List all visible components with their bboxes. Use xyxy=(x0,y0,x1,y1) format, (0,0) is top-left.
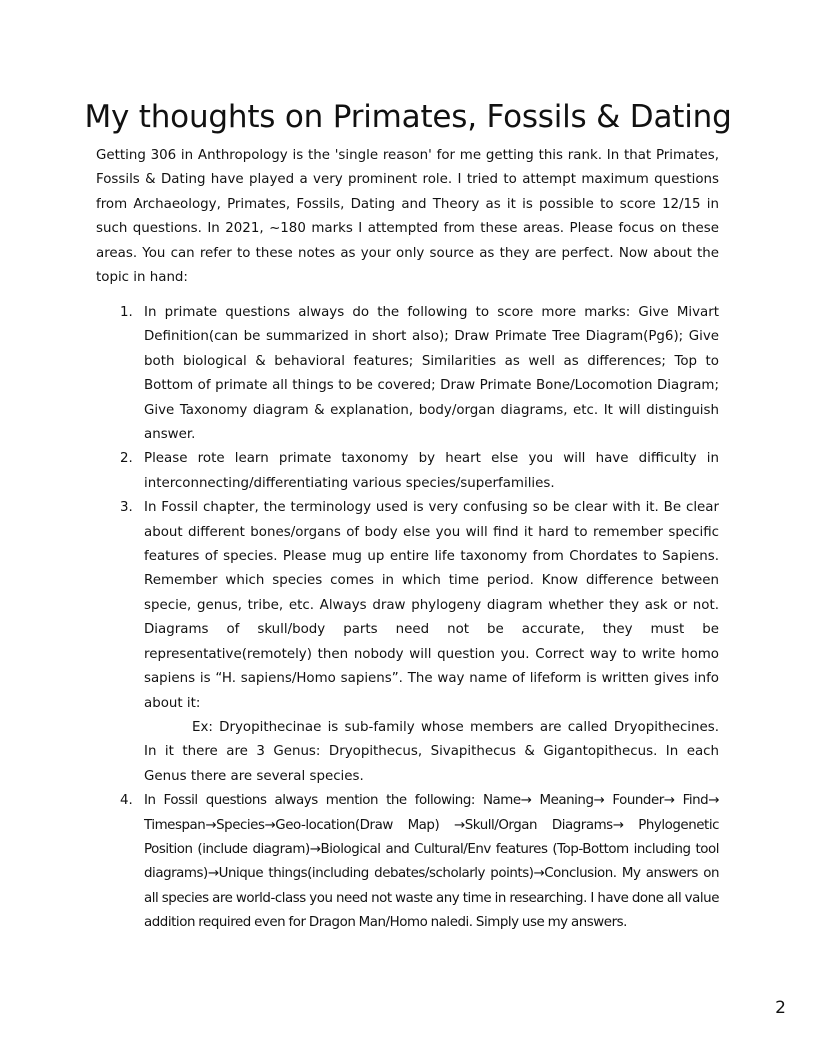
list-item-number: 1. xyxy=(120,305,133,320)
list-item-text: In Fossil questions always mention the following: Name→ Meaning→ Founder→ Find→ Timespan→Species→Geo-location(Draw Map) →Skull/Organ Diagrams→ Phylogenetic Position (include diagram)→Biological and Cultural/Env features (Top-Bottom including tool diagrams)→Unique things(including debates/scholarly points)→Conclusion. My answers on all species are world-class you need not waste any time in researching. I have done all value addition required even for Dragon Man/Homo naledi. Simply use my answers. xyxy=(144,793,719,931)
list-item-text: Please rote learn primate taxonomy by heart else you will have difficulty in interconnecting/differentiating various species/superfamilies. xyxy=(144,451,719,491)
list-item-number: 3. xyxy=(120,500,133,516)
list-item xyxy=(96,301,719,447)
list-item-number: 2. xyxy=(120,451,133,467)
page-title: My thoughts on Primates, Fossils & Dating xyxy=(84,99,732,135)
list-item-text: In primate questions always do the following to score more marks: Give Mivart Definition(can be summarized in short also); Draw Primate Tree Diagram(Pg6); Give both biological & behavioral features; Similarities as well as differences; Top to Bottom of primate all things to be covered; Draw Primate Bone/Locomotion Diagram; Give Taxonomy diagram & explanation, body/organ diagrams, etc. It will distinguish answer. xyxy=(144,305,719,443)
intro-paragraph: Getting 306 in Anthropology is the 'single reason' for me getting this rank. In that Primates, Fossils & Dating have played a very prominent role. I tried to attempt maximum questions from Archaeology, Primates, Fossils, Dating and Theory as it is possible to score 12/15 in such questions. In 2021, ~180 marks I attempted from these areas. Please focus on these areas. You can refer to these notes as your only source as they are perfect. Now about the topic in hand: xyxy=(96,148,719,286)
list-item xyxy=(96,496,719,789)
list-item xyxy=(96,789,719,935)
list-item-number: 4. xyxy=(120,793,133,809)
list-item xyxy=(96,447,719,496)
list-item-text: In Fossil chapter, the terminology used is very confusing so be clear with it. Be clear about different bones/organs of body else you will find it hard to remember specific features of species. Please mug up entire life taxonomy from Chordates to Sapiens. Remember which species comes in which time period. Know difference between specie, genus, tribe, etc. Always draw phylogeny diagram whether they ask or not. Diagrams of skull/body parts need not be accurate, they must be representative(remotely) then nobody will question you. Correct way to write homo sapiens is “H. sapiens/Homo sapiens”. The way name of lifeform is written gives info about it: xyxy=(144,500,719,711)
numbered-list xyxy=(96,301,719,936)
page-number: 2 xyxy=(775,998,786,1018)
example-paragraph: Ex: Dryopithecinae is sub-family whose members are called Dryopithecines. In it there are 3 Genus: Dryopithecus, Sivapithecus & Gigantopithecus. In each Genus there are several species. xyxy=(144,719,719,784)
